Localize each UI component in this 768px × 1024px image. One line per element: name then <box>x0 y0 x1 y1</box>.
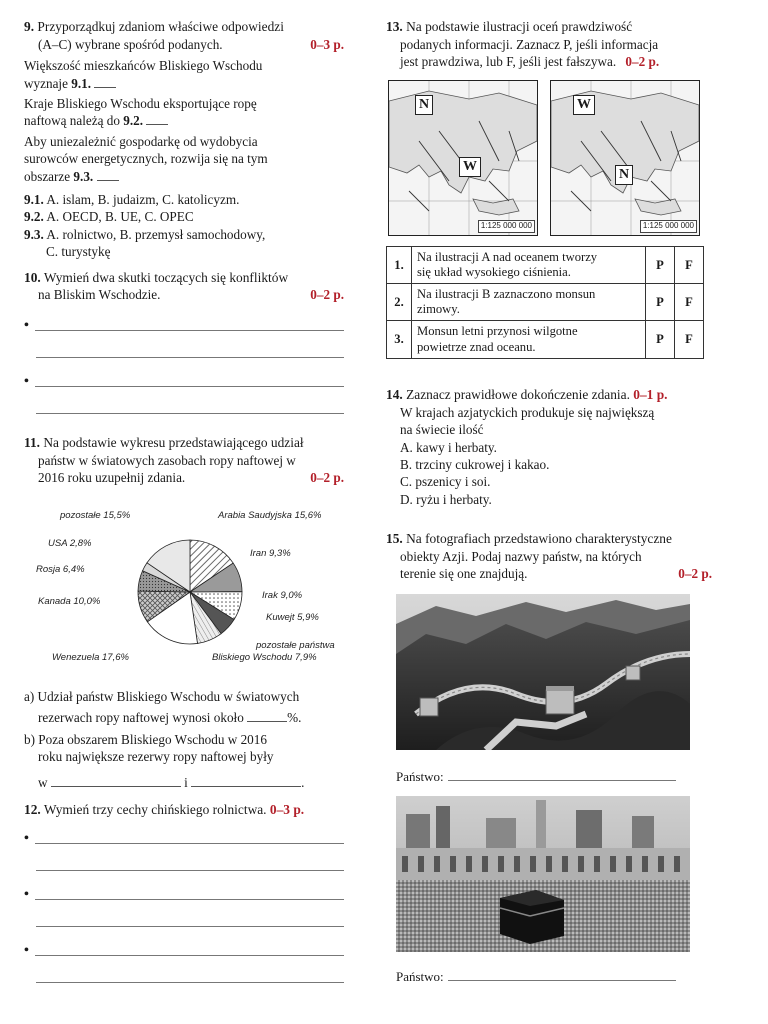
question-number: 13. <box>386 19 403 34</box>
answer-label: Państwo: <box>396 969 444 984</box>
pie-label: Arabia Saudyjska 15,6% <box>218 510 322 521</box>
question-number: 11. <box>24 434 40 450</box>
oil-reserves-pie-chart <box>36 508 340 676</box>
question-14 <box>386 386 726 508</box>
answer-blank[interactable] <box>146 112 168 125</box>
answer-option-a[interactable]: A. kawy i herbaty. <box>400 439 497 455</box>
points-badge: 0–2 p. <box>310 287 344 303</box>
option-number: 9.2. <box>24 209 44 225</box>
answer-option-c[interactable]: C. pszenicy i soi. <box>400 474 491 490</box>
points-badge: 0–3 p. <box>269 802 305 818</box>
sentence-text: %. <box>287 710 302 726</box>
statement-cell <box>412 247 646 284</box>
answer-option-b[interactable]: B. trzciny cukrowej i kakao. <box>400 456 550 472</box>
statement-cell <box>412 321 646 358</box>
monsoon-map-b <box>550 80 700 236</box>
answer-line[interactable] <box>24 887 344 900</box>
great-wall-image <box>396 594 690 750</box>
table-row <box>387 321 704 358</box>
kaaba-image <box>396 796 690 952</box>
answer-line[interactable] <box>24 943 344 956</box>
points-badge: 0–2 p. <box>678 566 712 582</box>
statement-text: Na ilustracji A nad oceanem tworzy <box>417 250 598 264</box>
question-text: obiekty Azji. Podaj nazwy państw, na których <box>400 548 642 564</box>
bullet-icon: • <box>24 373 29 389</box>
question-text: na Bliskim Wschodzie. <box>38 287 161 303</box>
question-text: W krajach azjatyckich produkuje się największą <box>400 404 655 420</box>
option-text: A. OECD, B. UE, C. OPEC <box>43 209 194 225</box>
pie-label: Iran 9,3% <box>250 548 291 559</box>
pie-label: pozostałe 15,5% <box>60 510 131 521</box>
pie-label: Kuwejt 5,9% <box>266 612 319 623</box>
answer-line[interactable] <box>448 769 676 781</box>
sentence-text: naftową należą do <box>24 113 124 129</box>
question-text: Na podstawie ilustracji oceń prawdziwość <box>406 19 633 34</box>
option-text: C. turystykę <box>46 244 111 260</box>
question-text: Przyporządkuj zdaniom właściwe odpowiedzi <box>37 19 284 34</box>
answer-line[interactable] <box>24 318 344 331</box>
map-label-w: W <box>573 95 595 115</box>
statement-text: zimowy. <box>417 302 460 317</box>
answer-line[interactable] <box>36 914 344 927</box>
sentence-text: rezerwach ropy naftowej wynosi około <box>38 710 244 726</box>
sentence-text: Kraje Bliskiego Wschodu eksportujące ropę <box>24 95 257 111</box>
left-column <box>24 18 344 486</box>
question-number: 10. <box>24 269 41 285</box>
sentence-text: a) Udział państw Bliskiego Wschodu w światowych <box>24 689 300 704</box>
question-11 <box>24 434 344 487</box>
question-text: na świecie ilość <box>400 422 484 438</box>
points-badge: 0–2 p. <box>625 54 660 70</box>
question-15 <box>386 530 726 583</box>
gap-number: 9.3. <box>73 168 94 184</box>
row-number: 1. <box>387 247 412 284</box>
statement-text: się układ wysokiego ciśnienia. <box>417 265 571 280</box>
question-9 <box>24 18 344 261</box>
answer-row-2[interactable] <box>396 968 676 985</box>
answer-line[interactable] <box>24 831 344 844</box>
answer-line[interactable] <box>36 401 344 414</box>
question-number: 15. <box>386 531 403 546</box>
question-text: państw w światowych zasobach ropy naftowej w <box>38 452 296 468</box>
bullet-icon: • <box>24 317 29 333</box>
map-label-w: W <box>459 157 481 177</box>
question-12 <box>24 801 344 983</box>
option-text: A. rolnictwo, B. przemysł samochodowy, <box>43 226 266 242</box>
pie-slices <box>138 540 242 644</box>
row-number: 3. <box>387 321 412 358</box>
answer-row-1[interactable] <box>396 768 676 785</box>
sentence-text: Aby uniezależnić gospodarkę od wydobycia <box>24 133 258 149</box>
bullet-icon: • <box>24 830 29 846</box>
option-text: A. islam, B. judaizm, C. katolicyzm. <box>43 192 240 208</box>
points-badge: 0–3 p. <box>310 36 344 52</box>
question-text: Wymień trzy cechy chińskiego rolnictwa. <box>43 802 267 818</box>
gap-number: 9.2. <box>123 113 144 129</box>
false-option[interactable]: F <box>675 284 704 321</box>
sentence-text: i <box>184 774 188 790</box>
pie-label: Bliskiego Wschodu 7,9% <box>212 652 317 663</box>
question-text: Wymień dwa skutki toczących się konfliktów <box>43 269 289 285</box>
options-list <box>24 191 344 261</box>
answer-line[interactable] <box>36 970 344 983</box>
question-11-answers <box>24 688 344 983</box>
statement-text: Na ilustracji B zaznaczono monsun <box>417 287 596 302</box>
question-text: Na fotografiach przedstawiono charakterystyczne <box>406 531 672 546</box>
table-row <box>387 247 704 284</box>
answer-line[interactable] <box>36 858 344 871</box>
true-false-table <box>386 246 704 359</box>
monsoon-map-a <box>388 80 538 236</box>
table-row <box>387 284 704 321</box>
true-option[interactable]: P <box>646 321 675 358</box>
option-number: 9.1. <box>24 192 44 208</box>
question-13 <box>386 18 726 71</box>
answer-line[interactable] <box>36 345 344 358</box>
true-option[interactable]: P <box>646 284 675 321</box>
sentence-text: b) Poza obszarem Bliskiego Wschodu w 2016 <box>24 731 267 747</box>
question-number: 14. <box>386 387 403 402</box>
answer-blank[interactable] <box>191 774 301 787</box>
statement-text: powietrze znad oceanu. <box>417 339 536 354</box>
answer-option-d[interactable]: D. ryżu i herbaty. <box>400 491 492 507</box>
map-label-n: N <box>615 165 633 185</box>
answer-blank[interactable] <box>51 774 181 787</box>
row-number: 2. <box>387 284 412 321</box>
question-text: 2016 roku uzupełnij zdania. <box>38 469 186 485</box>
sentence-text: . <box>301 774 305 790</box>
answer-blank[interactable] <box>97 168 119 181</box>
answer-line[interactable] <box>24 374 344 387</box>
sentence-text: Większość mieszkańców Bliskiego Wschodu <box>24 58 263 74</box>
question-10 <box>24 269 344 414</box>
question-number: 9. <box>24 19 35 34</box>
sentence-text: surowców energetycznych, rozwija się na tym <box>24 151 268 167</box>
question-text: terenie się one znajdują. <box>400 566 528 582</box>
pie-label: Irak 9,0% <box>262 590 303 601</box>
mecca-photo <box>396 796 690 952</box>
answer-blank[interactable] <box>94 75 116 88</box>
sentence-text: roku największe rezerwy ropy naftowej były <box>38 749 274 765</box>
question-text: jest prawdziwa, lub F, jeśli jest fałszywa. <box>400 54 617 70</box>
option-number: 9.3. <box>24 226 44 242</box>
statement-cell <box>412 284 646 321</box>
pie-label: Rosja 6,4% <box>36 564 85 575</box>
sentence-text: w <box>38 774 48 790</box>
map-label-n: N <box>415 95 433 115</box>
map-scale: 1:125 000 000 <box>640 220 697 233</box>
pie-label: USA 2,8% <box>48 538 92 549</box>
map-scale: 1:125 000 000 <box>478 220 535 233</box>
points-badge: 0–2 p. <box>310 469 344 485</box>
pie-label: Kanada 10,0% <box>38 596 101 607</box>
bullet-icon: • <box>24 886 29 902</box>
right-column <box>386 18 726 71</box>
sentence-text: obszarze <box>24 168 74 184</box>
statement-text: Monsun letni przynosi wilgotne <box>417 324 578 339</box>
answer-line[interactable] <box>448 969 676 981</box>
points-badge: 0–1 p. <box>633 387 668 402</box>
question-text: podanych informacji. Zaznacz P, jeśli informacja <box>400 36 659 52</box>
false-option[interactable]: F <box>675 247 704 284</box>
pie-label: pozostałe państwa <box>256 640 335 651</box>
answer-label: Państwo: <box>396 769 444 784</box>
question-text: Zaznacz prawidłowe dokończenie zdania. <box>406 387 630 402</box>
question-number: 12. <box>24 802 41 818</box>
true-option[interactable]: P <box>646 247 675 284</box>
bullet-icon: • <box>24 942 29 958</box>
gap-number: 9.1. <box>71 75 92 91</box>
great-wall-photo <box>396 594 690 750</box>
pie-label: Wenezuela 17,6% <box>52 652 129 663</box>
answer-blank[interactable] <box>247 709 287 722</box>
false-option[interactable]: F <box>675 321 704 358</box>
sentence-text: wyznaje <box>24 75 72 91</box>
question-text: Na podstawie wykresu przedstawiającego udział <box>43 434 304 450</box>
question-text: (A–C) wybrane spośród podanych. <box>38 36 223 52</box>
